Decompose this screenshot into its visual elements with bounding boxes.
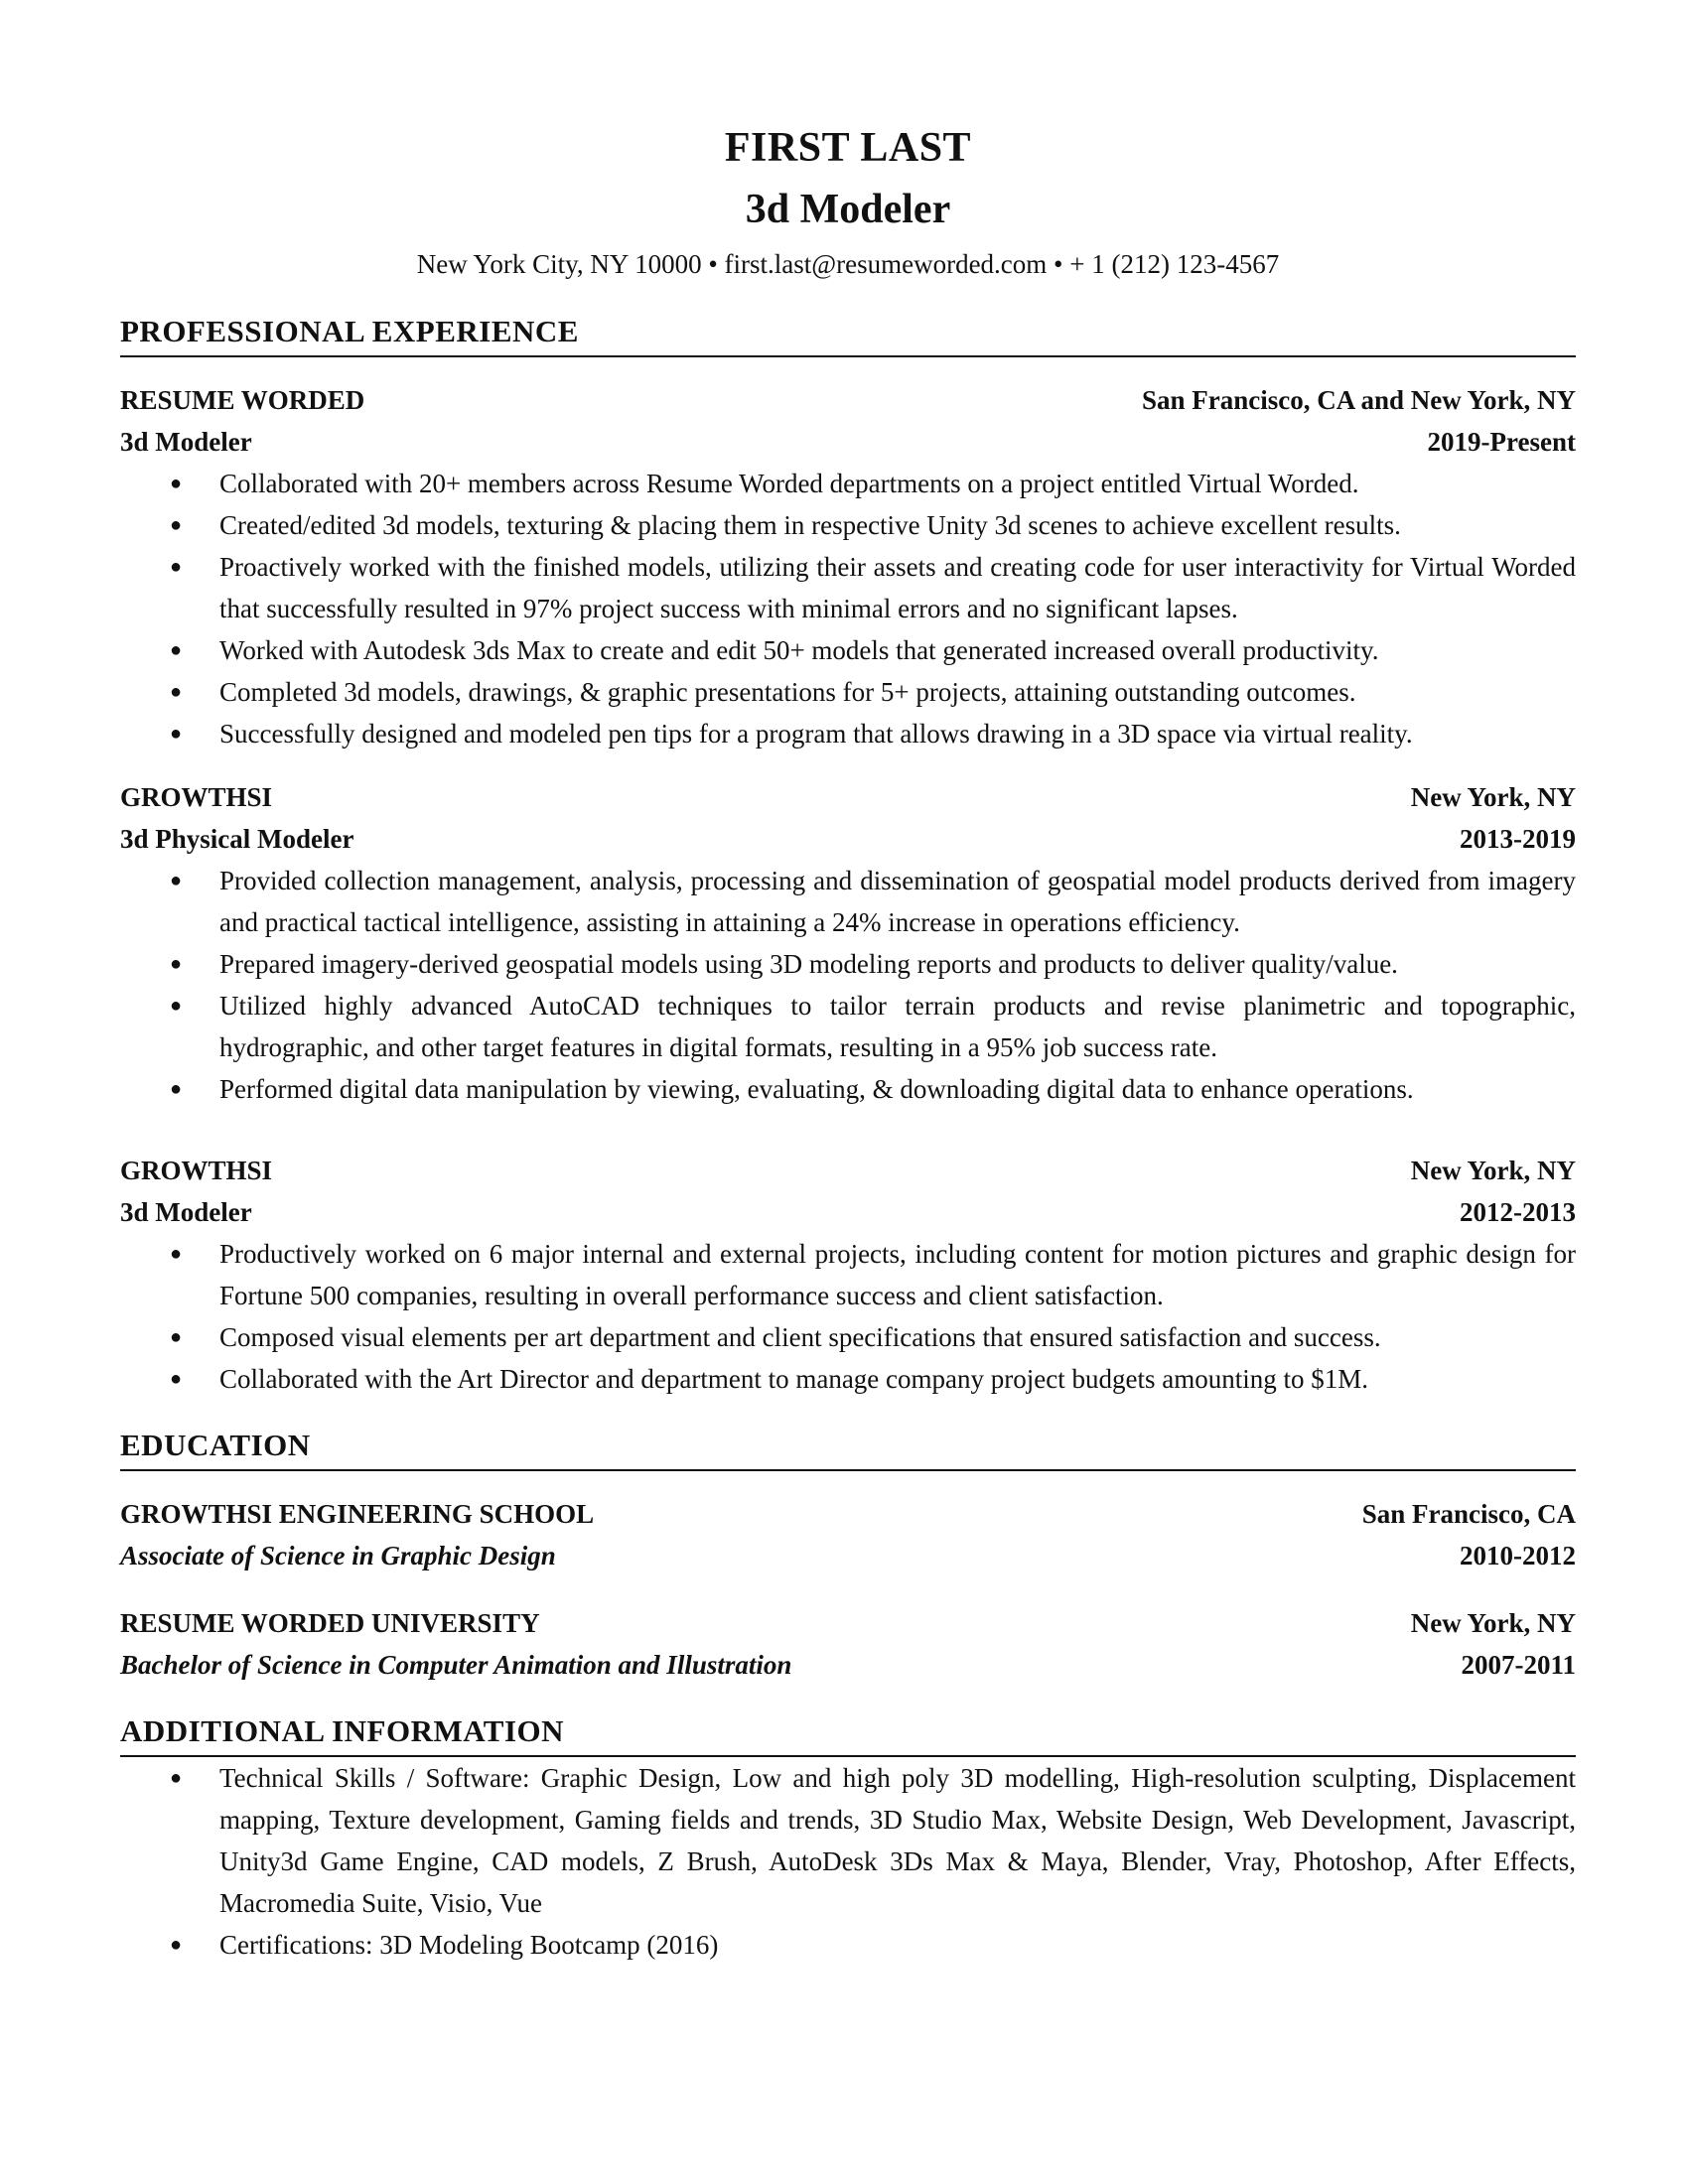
school-location: New York, NY [1410, 1608, 1576, 1638]
resume-header [120, 117, 1576, 286]
bullet-icon: ● [170, 1368, 183, 1390]
bullet-icon: ● [170, 681, 183, 703]
job-location: New York, NY [1410, 1156, 1576, 1185]
bullet-item: ● Certifications: 3D Modeling Bootcamp (2016) [120, 1924, 1576, 1966]
bullet-icon: ● [170, 1934, 183, 1956]
school-name: RESUME WORDED UNIVERSITY [120, 1608, 540, 1638]
bullet-item: ● Completed 3d models, drawings, & graphic presentations for 5+ projects, attaining outstanding outcomes. [120, 671, 1576, 713]
job-entry [120, 1150, 1576, 1400]
job-dates: 2013-2019 [1460, 824, 1576, 854]
school-location: San Francisco, CA [1361, 1499, 1576, 1529]
bullet-item: ● Worked with Autodesk 3ds Max to create and edit 50+ models that generated increased overall productivity. [120, 629, 1576, 671]
bullet-item: ● Performed digital data manipulation by viewing, evaluating, & downloading digital data to enhance operations. [120, 1068, 1576, 1110]
bullet-item: ● Productively worked on 6 major internal and external projects, including content for motion pictures and graphic design for Fortune 500 companies, resulting in overall performance success and client satisfaction. [120, 1233, 1576, 1316]
job-company: RESUME WORDED [120, 385, 365, 415]
bullet-icon: ● [170, 1767, 183, 1789]
job-company: GROWTHSI [120, 1156, 273, 1185]
school-name: GROWTHSI ENGINEERING SCHOOL [120, 1499, 595, 1529]
degree-dates: 2007-2011 [1461, 1650, 1576, 1680]
bullet-item: ● Prepared imagery-derived geospatial models using 3D modeling reports and products to deliver quality/value. [120, 943, 1576, 985]
bullet-icon: ● [170, 1326, 183, 1348]
bullet-icon: ● [170, 870, 183, 891]
bullet-icon: ● [170, 723, 183, 745]
degree-name: Bachelor of Science in Computer Animation and Illustration [120, 1650, 792, 1680]
job-bullets [120, 463, 1576, 754]
job-location: San Francisco, CA and New York, NY [1141, 385, 1576, 415]
degree-dates: 2010-2012 [1460, 1541, 1576, 1570]
job-entry [120, 379, 1576, 754]
education-entry [120, 1602, 1576, 1686]
job-role: 3d Modeler [120, 1197, 252, 1227]
bullet-icon: ● [170, 556, 183, 578]
bullet-icon: ● [170, 514, 183, 536]
degree-name: Associate of Science in Graphic Design [120, 1541, 556, 1570]
job-role: 3d Physical Modeler [120, 824, 354, 854]
bullet-item: ● Utilized highly advanced AutoCAD techniques to tailor terrain products and revise planimetric and topographic, hydrographic, and other target features in digital formats, resulting in a 95% job success rate. [120, 985, 1576, 1068]
section-title-additional: ADDITIONAL INFORMATION [120, 1709, 1576, 1757]
bullet-item: ● Composed visual elements per art department and client specifications that ensured satisfaction and success. [120, 1316, 1576, 1358]
job-location: New York, NY [1410, 782, 1576, 812]
bullet-icon: ● [170, 953, 183, 975]
candidate-name: FIRST LAST [724, 125, 972, 171]
education-section [120, 1424, 1576, 1686]
section-title-experience: PROFESSIONAL EXPERIENCE [120, 310, 1576, 357]
candidate-title: 3d Modeler [745, 187, 951, 232]
job-bullets [120, 1233, 1576, 1400]
bullet-item: ● Successfully designed and modeled pen tips for a program that allows drawing in a 3D space via virtual reality. [120, 713, 1576, 754]
job-bullets [120, 860, 1576, 1110]
education-entry [120, 1493, 1576, 1576]
bullet-icon: ● [170, 473, 183, 494]
job-entry [120, 776, 1576, 1110]
bullet-item: ● Collaborated with the Art Director and department to manage company project budgets amounting to $1M. [120, 1358, 1576, 1400]
bullet-item: ● Technical Skills / Software: Graphic Design, Low and high poly 3D modelling, High-resolution sculpting, Displacement mapping, Texture development, Gaming fields and trends, 3D Studio Max, Website Design, Web Development, Javascript, Unity3d Game Engine, CAD models, Z Brush, AutoDesk 3Ds Max & Maya, Blender, Vray, Photoshop, After Effects, Macromedia Suite, Visio, Vue [120, 1757, 1576, 1924]
bullet-icon: ● [170, 995, 183, 1017]
contact-line: New York City, NY 10000 • first.last@resumeworded.com • + 1 (212) 123-4567 [416, 249, 1280, 279]
section-title-education: EDUCATION [120, 1424, 1576, 1471]
additional-bullets [120, 1757, 1576, 1966]
bullet-item: ● Provided collection management, analysis, processing and dissemination of geospatial model products derived from imagery and practical tactical intelligence, assisting in attaining a 24% increase in operations efficiency. [120, 860, 1576, 943]
bullet-item: ● Collaborated with 20+ members across Resume Worded departments on a project entitled Virtual Worded. [120, 463, 1576, 504]
bullet-item: ● Created/edited 3d models, texturing & placing them in respective Unity 3d scenes to achieve excellent results. [120, 504, 1576, 546]
additional-section [120, 1709, 1576, 1966]
job-dates: 2019-Present [1427, 427, 1576, 457]
bullet-icon: ● [170, 1078, 183, 1100]
job-company: GROWTHSI [120, 782, 273, 812]
bullet-icon: ● [170, 1243, 183, 1265]
experience-section [120, 310, 1576, 1400]
job-role: 3d Modeler [120, 427, 252, 457]
bullet-item: ● Proactively worked with the finished models, utilizing their assets and creating code for user interactivity for Virtual Worded that successfully resulted in 97% project success with minimal errors and no significant lapses. [120, 546, 1576, 629]
job-dates: 2012-2013 [1460, 1197, 1576, 1227]
bullet-icon: ● [170, 639, 183, 661]
